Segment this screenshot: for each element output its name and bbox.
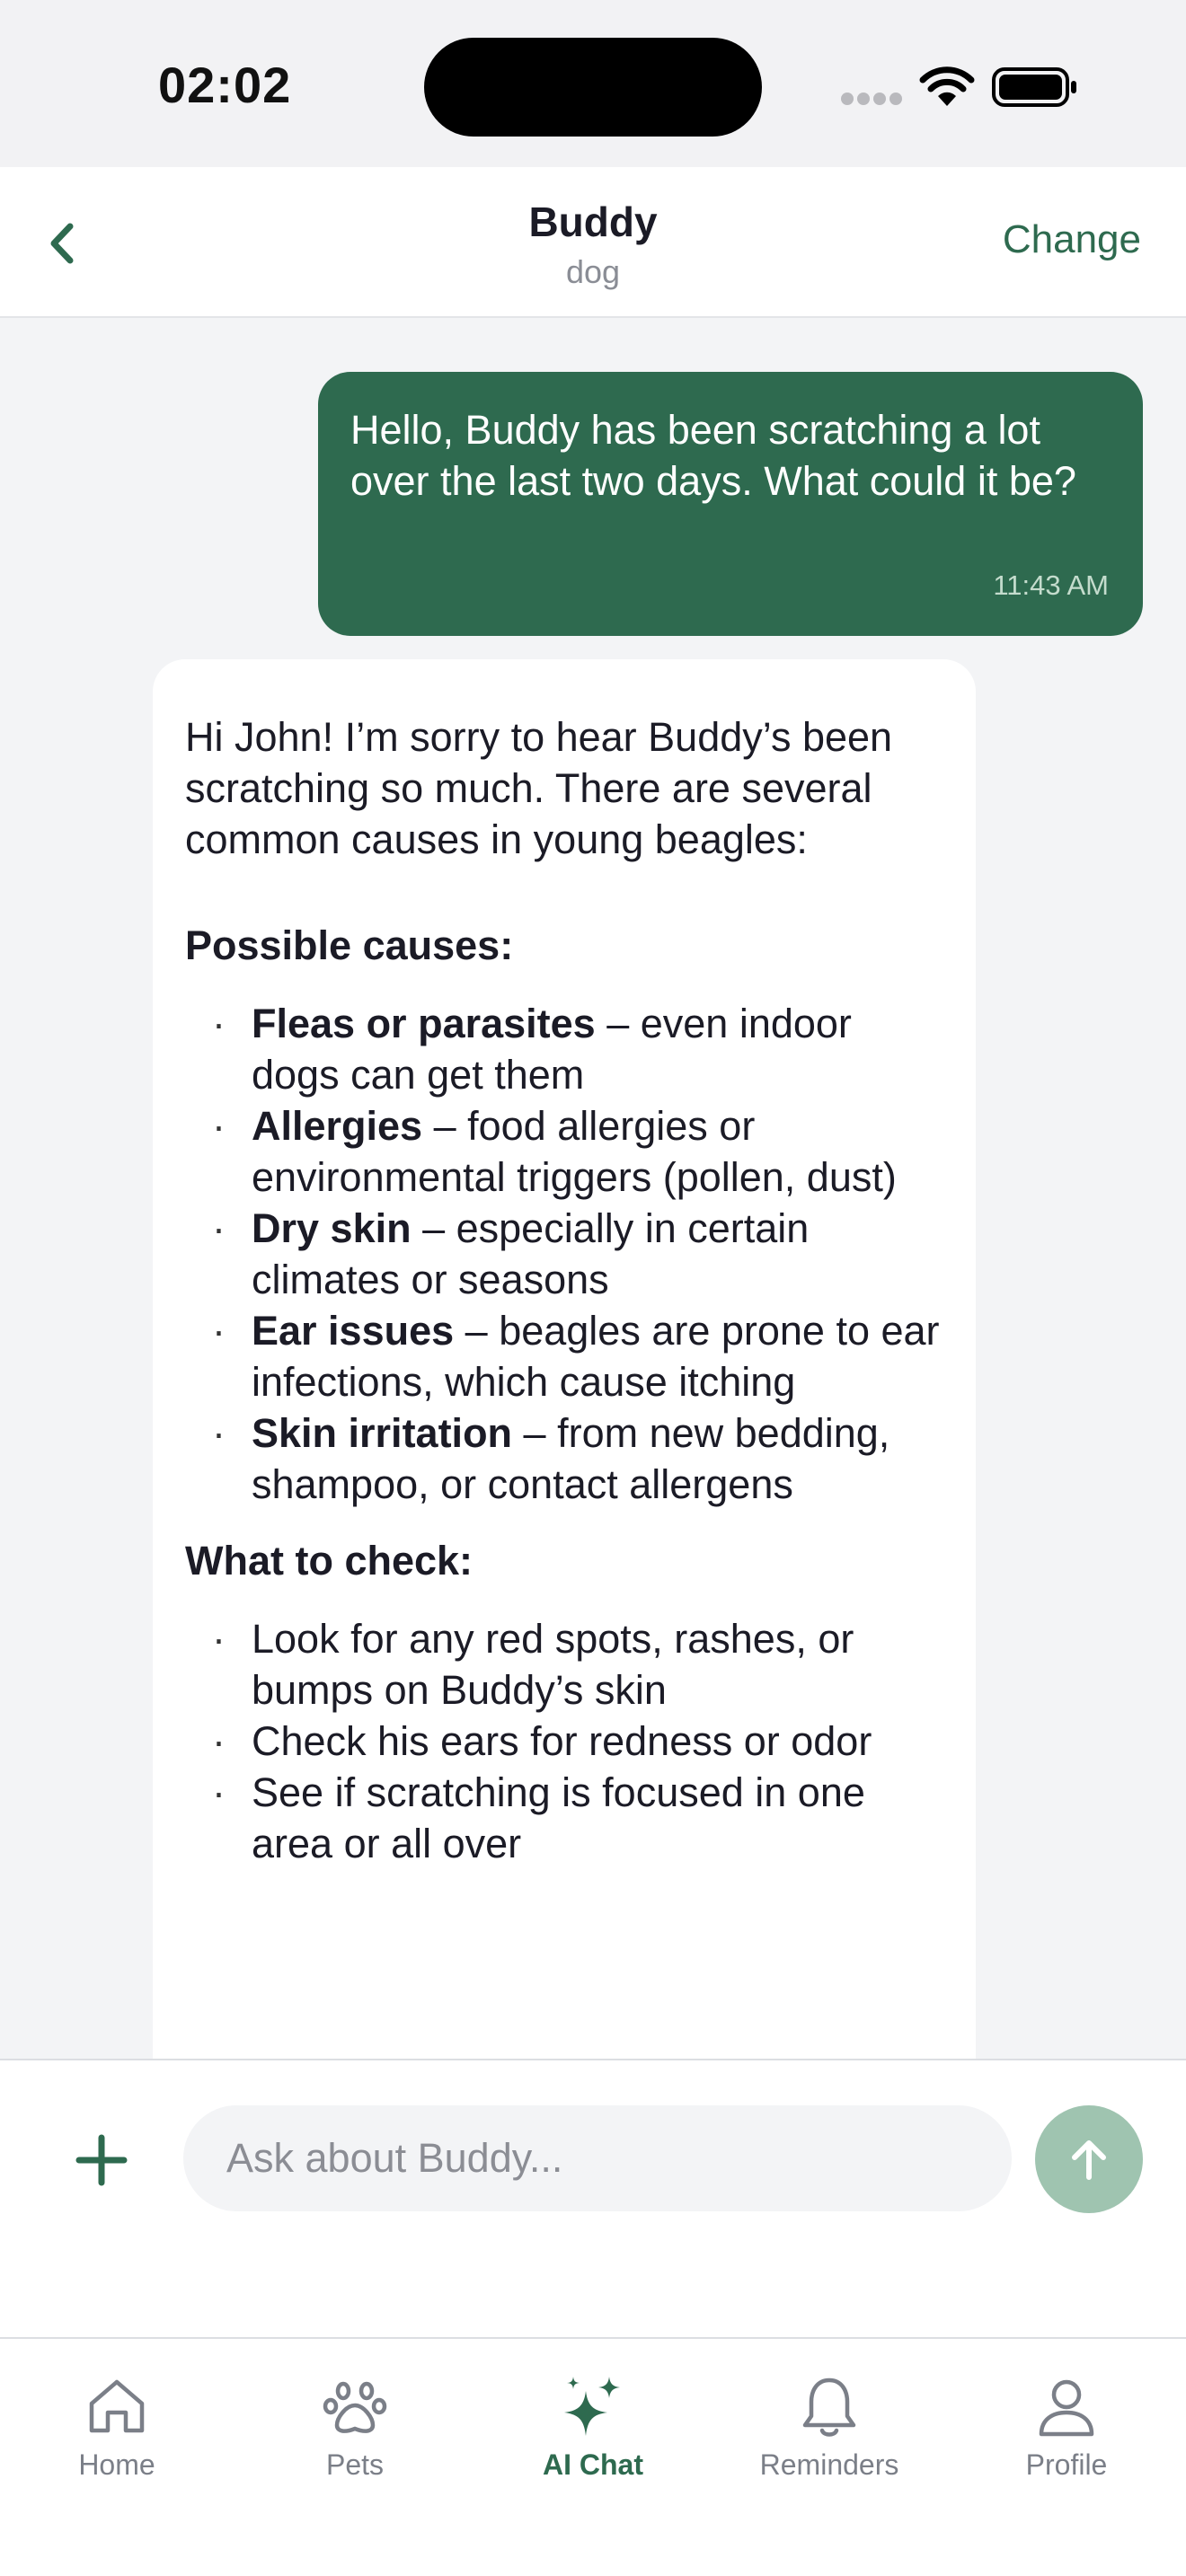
- list-item: · Look for any red spots, rashes, or bumps on Buddy’s skin: [185, 1613, 942, 1716]
- tab-label: Pets: [325, 2448, 385, 2481]
- tab-profile[interactable]: [977, 2371, 1156, 2482]
- tab-label: Profile: [1025, 2448, 1108, 2481]
- tab-bar: [0, 2337, 1186, 2576]
- status-time: 02:02: [158, 57, 292, 113]
- tab-reminders[interactable]: [739, 2371, 919, 2482]
- user-message-text: Hello, Buddy has been scratching a lot over the last two days. What could it be?: [350, 407, 1076, 504]
- list-item: · Fleas or parasites – even indoor dogs can get them: [185, 998, 942, 1100]
- add-attachment-button[interactable]: [72, 2130, 131, 2190]
- causes-heading: Possible causes:: [185, 922, 514, 968]
- change-pet-button[interactable]: Change: [1002, 217, 1141, 261]
- list-item: · Dry skin – especially in certain climates or seasons: [185, 1203, 942, 1305]
- status-bar: [0, 0, 1186, 167]
- tab-label: AI Chat: [543, 2448, 643, 2481]
- dynamic-island: [424, 38, 762, 137]
- tab-label: Reminders: [759, 2448, 899, 2481]
- chat-header: [0, 167, 1186, 318]
- arrow-up-icon: [1062, 2132, 1116, 2186]
- ai-intro-text: Hi John! I’m sorry to hear Buddy’s been scratching so much. There are several common causes in young beagles:: [185, 714, 893, 862]
- user-icon: [1031, 2371, 1102, 2443]
- sparkles-icon: [557, 2371, 629, 2443]
- send-button[interactable]: [1035, 2105, 1143, 2213]
- tab-pets[interactable]: [265, 2371, 445, 2482]
- tab-ai-chat[interactable]: [503, 2371, 683, 2482]
- wifi-icon: [918, 66, 976, 110]
- paw-icon: [319, 2371, 391, 2443]
- list-item: · See if scratching is focused in one area or all over: [185, 1767, 942, 1869]
- tab-home[interactable]: [27, 2371, 207, 2482]
- tab-label: Home: [78, 2448, 155, 2481]
- chat-input[interactable]: [183, 2105, 1012, 2211]
- list-item: · Check his ears for redness or odor: [185, 1716, 942, 1767]
- battery-icon: [992, 66, 1078, 108]
- message-composer: [0, 2059, 1186, 2337]
- user-message-bubble: [318, 372, 1143, 636]
- checks-list: [185, 1613, 942, 1869]
- pet-species-subtitle: dog: [565, 253, 621, 290]
- list-item: · Skin irritation – from new bedding, shampoo, or contact allergens: [185, 1407, 942, 1510]
- ai-message-bubble: [153, 659, 976, 2059]
- list-item: · Allergies – food allergies or environmental triggers (pollen, dust): [185, 1100, 942, 1203]
- chat-messages[interactable]: [0, 320, 1186, 2059]
- message-timestamp: 11:43 AM: [993, 569, 1109, 601]
- pet-name-title: Buddy: [528, 198, 658, 245]
- cellular-signal-icon: [841, 93, 902, 105]
- bell-icon: [793, 2371, 865, 2443]
- causes-list: [185, 998, 942, 1510]
- home-icon: [81, 2371, 153, 2443]
- check-heading: What to check:: [185, 1538, 474, 1584]
- list-item: · Ear issues – beagles are prone to ear infections, which cause itching: [185, 1305, 942, 1407]
